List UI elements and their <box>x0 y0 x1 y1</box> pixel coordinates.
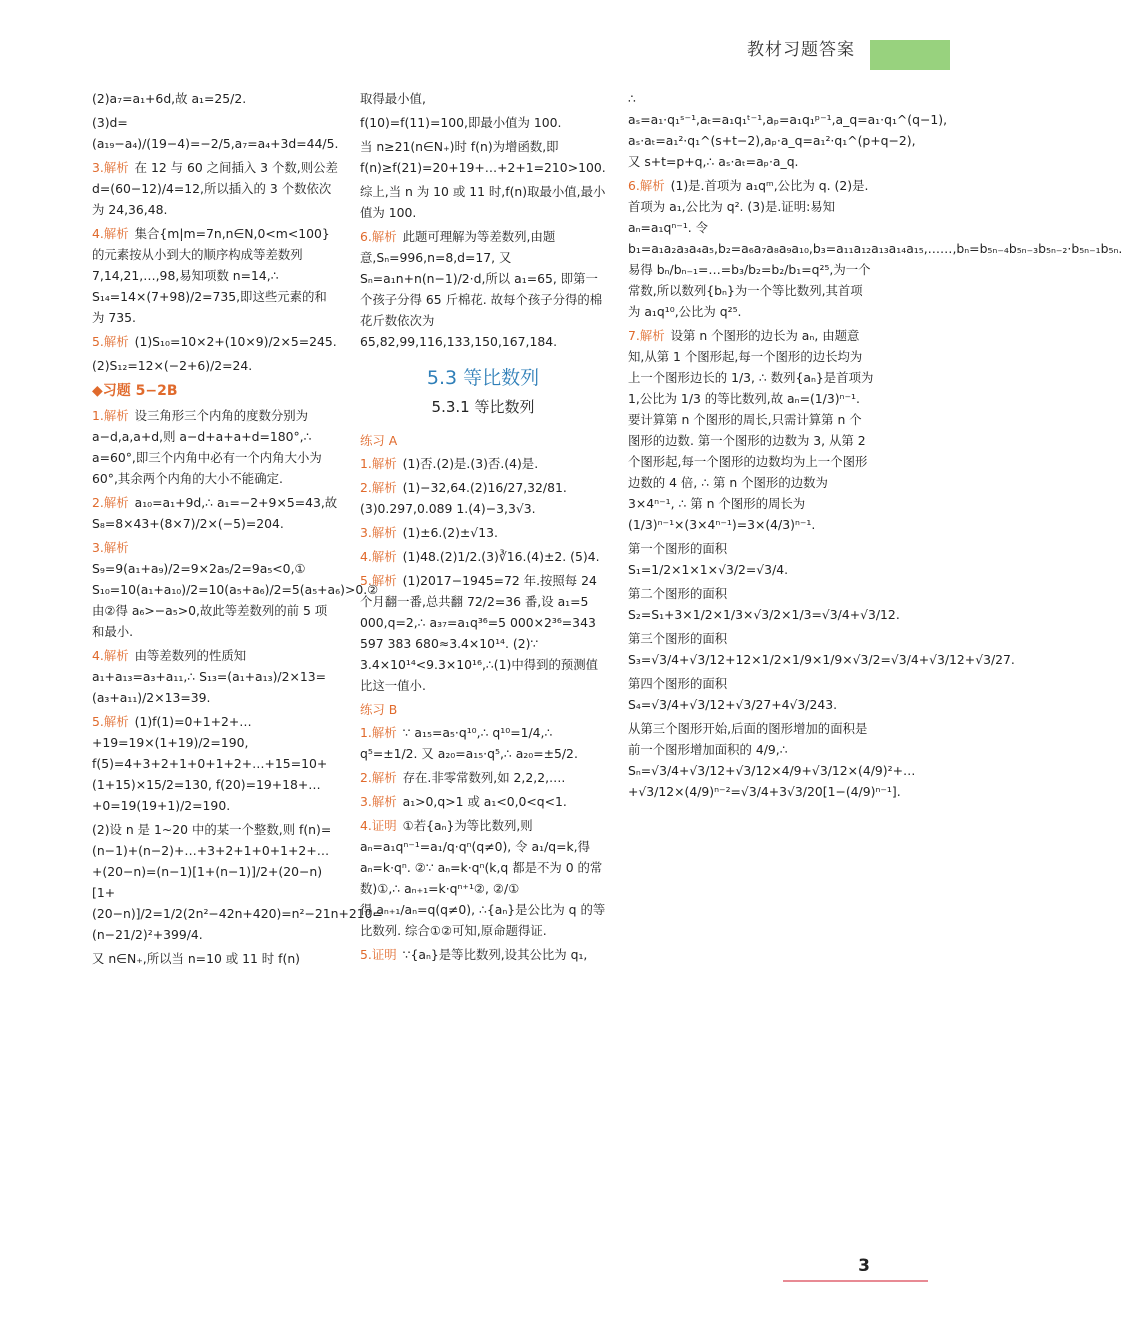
page-number: 3 <box>858 1256 870 1276</box>
answer-text: f(10)=f(11)=100,即最小值为 100. <box>360 115 562 130</box>
answer-block <box>360 522 606 543</box>
answer-text: (2)S₁₂=12×(−2+6)/2=24. <box>92 358 253 373</box>
answer-text: (1)是.首项为 a₁qᵐ,公比为 q. (2)是.首项为 a₁,公比为 q². (3)是.证明:易知 aₙ=a₁qⁿ⁻¹. 令 b₁=a₁a₂a₃a₄a₅,b₂=a₆a₇a₈a₉a₁₀,b₃=a₁₁a₁₂a₁₃a₁₄a₁₅,……,bₙ=b₅ₙ₋₄b₅ₙ₋₃b₅ₙ₋₂·b₅ₙ₋₁b₅ₙ. 易得 bₙ/bₙ₋₁=…=b₃/b₂=b₂/b₁=q²⁵,为一个常数,所以数列{bₙ}为一个等比数列,其首项为 a₁q¹⁰,公比为 q²⁵. <box>628 178 1122 319</box>
answer-text: 由等差数列的性质知 a₁+a₁₃=a₃+a₁₁,∴ S₁₃=(a₁+a₁₃)/2×13=(a₃+a₁₁)/2×13=39. <box>92 648 326 705</box>
column-2 <box>360 88 606 968</box>
answer-text: ∴ aₛ=a₁·q₁ˢ⁻¹,aₜ=a₁q₁ᵗ⁻¹,aₚ=a₁q₁ᵖ⁻¹,a_q=a₁·q₁^(q−1), aₛ·aₜ=a₁²·q₁^(s+t−2),aₚ·a_q=a₁²·q₁^(p+q−2), 又 s+t=p+q,∴ aₛ·aₜ=aₚ·a_q. <box>628 91 948 169</box>
answer-text: 第一个图形的面积 S₁=1/2×1×1×√3/2=√3/4. <box>628 541 789 577</box>
answer-text: 综上,当 n 为 10 或 11 时,f(n)取最小值,最小值为 100. <box>360 184 606 220</box>
answer-block <box>92 112 338 154</box>
practice-heading: 练习 B <box>360 702 398 717</box>
answer-block <box>628 628 1015 670</box>
answer-block <box>628 673 874 715</box>
answer-block <box>360 546 606 567</box>
answer-label: 5.解析 <box>92 334 129 349</box>
answer-block <box>360 570 606 696</box>
answer-label: 6.解析 <box>628 178 665 193</box>
answer-label: 3.解析 <box>360 794 397 809</box>
answer-label: 2.解析 <box>360 770 397 785</box>
answer-label: 5.解析 <box>360 573 397 588</box>
answer-block <box>628 718 916 802</box>
answer-text: (1)48.(2)1/2.(3)∛16.(4)±2. (5)4. <box>402 549 600 564</box>
answer-text: (2)设 n 是 1~20 中的某一个整数,则 f(n)=(n−1)+(n−2)+…+3+2+1+0+1+2+…+(20−n)=(n−1)[1+(n−1)]/2+(20−n)[1+(20−n)]/2=1/2(2n²−42n+420)=n²−21n+210=(n−21/2)²+399/4. <box>92 822 383 942</box>
answer-label: 6.解析 <box>360 229 397 244</box>
answer-text: 存在.非零常数列,如 2,2,2,…. <box>402 770 566 785</box>
header-accent-bar <box>870 40 950 70</box>
header-title: 教材习题答案 <box>747 40 855 60</box>
answer-label: 4.解析 <box>360 549 397 564</box>
answer-label: 1.解析 <box>360 456 397 471</box>
answer-label: 1.解析 <box>92 408 129 423</box>
answer-block <box>360 944 606 965</box>
answer-text: 从第三个图形开始,后面的图形增加的面积是前一个图形增加面积的 4/9,∴ Sₙ=√3/4+√3/12+√3/12×4/9+√3/12×(4/9)²+…+√3/12×(4/9)ⁿ⁻²=√3/4+3√3/20[1−(4/9)ⁿ⁻¹]. <box>628 721 916 799</box>
answer-text: (1)−32,64.(2)16/27,32/81. (3)0.297,0.089 1.(4)−3,3√3. <box>360 480 567 516</box>
answer-label: 7.解析 <box>628 328 665 343</box>
answer-block <box>92 88 338 109</box>
answer-block <box>360 815 606 941</box>
answer-block <box>360 722 606 764</box>
answer-text: (1)S₁₀=10×2+(10×9)/2×5=245. <box>134 334 337 349</box>
practice-heading: 练习 A <box>360 433 398 448</box>
answer-block <box>360 226 606 352</box>
answer-label: 3.解析 <box>360 525 397 540</box>
answer-text: a₁>0,q>1 或 a₁<0,0<q<1. <box>402 794 567 809</box>
column-3 <box>628 88 1122 805</box>
answer-label: 5.解析 <box>92 714 129 729</box>
answer-block <box>92 492 338 534</box>
answer-block <box>628 175 1122 322</box>
answer-block <box>360 453 606 474</box>
answer-text: (1)±6.(2)±√13. <box>402 525 498 540</box>
answer-label: 4.解析 <box>92 226 129 241</box>
answer-label: 1.解析 <box>360 725 397 740</box>
answer-block <box>92 355 338 376</box>
answer-text: S₉=9(a₁+a₉)/2=9×2a₅/2=9a₅<0,① S₁₀=10(a₁+a₁₀)/2=10(a₅+a₆)/2=5(a₅+a₆)>0.② 由②得 a₆>−a₅>0,故此等差数列的前 5 项和最小. <box>92 561 379 639</box>
answer-block <box>360 88 606 109</box>
answer-text: (3)d=(a₁₉−a₄)/(19−4)=−2/5,a₇=a₄+3d=44/5. <box>92 115 339 151</box>
section-heading: ◆习题 5−2B <box>92 383 178 399</box>
answer-text: 取得最小值, <box>360 91 426 106</box>
answer-block <box>628 325 874 535</box>
answer-block <box>92 331 338 352</box>
answer-block <box>92 948 338 969</box>
answer-text: 设三角形三个内角的度数分别为 a−d,a,a+d,则 a−d+a+a+d=180°,∴ a=60°,即三个内角中必有一个内角大小为 60°,其余两个内角的大小不能确定. <box>92 408 322 486</box>
answer-text: 又 n∈N₊,所以当 n=10 或 11 时 f(n) <box>92 951 301 966</box>
answer-block <box>360 767 606 788</box>
answer-text: (1)否.(2)是.(3)否.(4)是. <box>402 456 539 471</box>
answer-label: 2.解析 <box>92 495 129 510</box>
answer-block <box>360 112 606 133</box>
subsection-title: 5.3.1 等比数列 <box>431 398 535 416</box>
answer-text: 在 12 与 60 之间插入 3 个数,则公差 d=(60−12)/4=12,所以插入的 3 个数依次为 24,36,48. <box>92 160 338 217</box>
page-number-underline <box>783 1280 928 1282</box>
answer-text: 当 n≥21(n∈N₊)时 f(n)为增函数,即 f(n)≥f(21)=20+19+…+2+1=210>100. <box>360 139 606 175</box>
answer-block <box>360 181 606 223</box>
section-title: 5.3 等比数列 <box>426 367 540 389</box>
answer-label: 4.证明 <box>360 818 397 833</box>
answer-text: (1)f(1)=0+1+2+…+19=19×(1+19)/2=190, f(5)=4+3+2+1+0+1+2+…+15=10+(1+15)×15/2=130, f(20)=19+18+…+0=19(19+1)/2=190. <box>92 714 328 813</box>
answer-block <box>360 791 606 812</box>
answer-block <box>360 136 606 178</box>
answer-text: 设第 n 个图形的边长为 aₙ, 由题意知,从第 1 个图形起,每一个图形的边长均为上一个图形边长的 1/3, ∴ 数列{aₙ}是首项为 1,公比为 1/3 的等比数列,故 aₙ=(1/3)ⁿ⁻¹. 要计算第 n 个图形的周长,只需计算第 n 个图形的边数. 第一个图形的边数为 3, 从第 2 个图形起,每一个图形的边数均为上一个图形边数的 4 倍, ∴ 第 n 个图形的边数为 3×4ⁿ⁻¹, ∴ 第 n 个图形的周长为 (1/3)ⁿ⁻¹×(3×4ⁿ⁻¹)=3×(4/3)ⁿ⁻¹. <box>628 328 874 532</box>
answer-text: 集合{m|m=7n,n∈N,0<m<100}的元素按从小到大的顺序构成等差数列 7,14,21,…,98,易知项数 n=14,∴ S₁₄=14×(7+98)/2=735,即这些元素的和为 735. <box>92 226 330 325</box>
answer-text: (2)a₇=a₁+6d,故 a₁=25/2. <box>92 91 247 106</box>
answer-block <box>92 157 338 220</box>
answer-label: 5.证明 <box>360 947 397 962</box>
answer-block <box>628 538 874 580</box>
answer-block <box>92 711 338 816</box>
answer-block <box>92 405 338 489</box>
answer-text: a₁₀=a₁+9d,∴ a₁=−2+9×5=43,故 S₈=8×43+(8×7)/2×(−5)=204. <box>92 495 338 531</box>
answer-block <box>360 477 606 519</box>
answer-label: 4.解析 <box>92 648 129 663</box>
answer-block <box>92 645 338 708</box>
answer-text: ∵ a₁₅=a₅·q¹⁰,∴ q¹⁰=1/4,∴ q⁵=±1/2. 又 a₂₀=a₁₅·q⁵,∴ a₂₀=±5/2. <box>360 725 578 761</box>
answer-block <box>628 88 948 172</box>
answer-label: 3.解析 <box>92 540 129 555</box>
answer-text: (1)2017−1945=72 年.按照每 24 个月翻一番,总共翻 72/2=36 番,设 a₁=5 000,q=2,∴ a₃₇=a₁q³⁶=5 000×2³⁶=343 597 383 680≈3.4×10¹⁴. (2)∵ 3.4×10¹⁴<9.3×10¹⁶,∴(1)中得到的预测值比这一值小. <box>360 573 599 693</box>
answer-block <box>628 583 900 625</box>
answer-label: 3.解析 <box>92 160 129 175</box>
answer-text: 第四个图形的面积 S₄=√3/4+√3/12+√3/27+4√3/243. <box>628 676 838 712</box>
answer-label: 2.解析 <box>360 480 397 495</box>
answer-text: 此题可理解为等差数列,由题意,Sₙ=996,n=8,d=17, 又 Sₙ=a₁n+n(n−1)/2·d,所以 a₁=65, 即第一个孩子分得 65 斤棉花. 故每个孩子分得的棉花斤数依次为 65,82,99,116,133,150,167,184. <box>360 229 603 349</box>
answer-text: 第三个图形的面积 S₃=√3/4+√3/12+12×1/2×1/9×1/9×√3/2=√3/4+√3/12+√3/27. <box>628 631 1015 667</box>
answer-text: ①若{aₙ}为等比数列,则 aₙ=a₁qⁿ⁻¹=a₁/q·qⁿ(q≠0), 令 a₁/q=k,得 aₙ=k·qⁿ. ②∵ aₙ=k·qⁿ(k,q 都是不为 0 的常数)①,∴ aₙ₊₁=k·qⁿ⁺¹②, ②/①得,aₙ₊₁/aₙ=q(q≠0), ∴{aₙ}是公比为 q 的等比数列. 综合①②可知,原命题得证. <box>360 818 606 938</box>
answer-text: ∵{aₙ}是等比数列,设其公比为 q₁, <box>402 947 588 962</box>
answer-text: 第二个图形的面积 S₂=S₁+3×1/2×1/3×√3/2×1/3=√3/4+√3/12. <box>628 586 900 622</box>
answer-block <box>92 223 338 328</box>
